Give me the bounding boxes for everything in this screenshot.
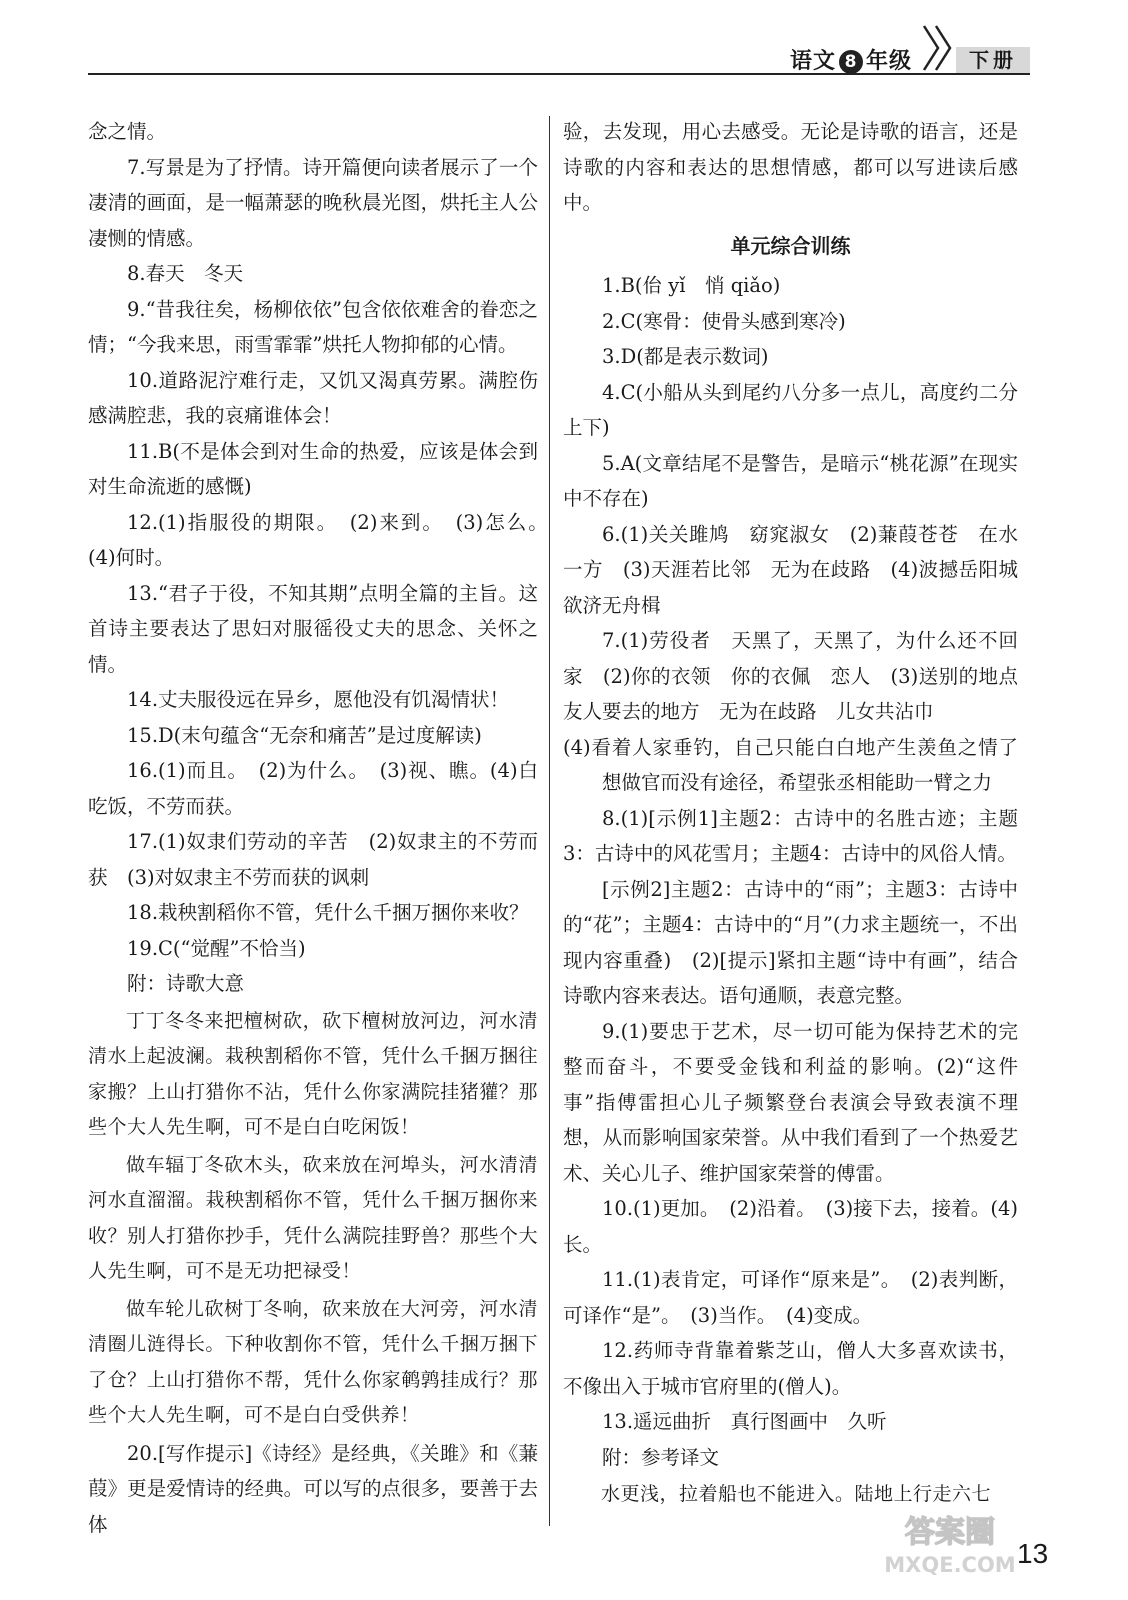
left-column bbox=[88, 114, 558, 1542]
appendix-label: 附：诗歌大意 bbox=[127, 972, 245, 995]
answer-item: [示例2]主题2：古诗中的“雨”；主题3：古诗中的“花”；主题4：古诗中的“月”(力求主题统一，不出现内容重叠) (2)[提示]紧扣主题“诗中有画”，结合诗歌内容来表达。语句通顺，表意完整。 bbox=[563, 877, 1018, 1007]
answer-item: 17.(1)奴隶们劳动的辛苦 (2)奴隶主的不劳而获 (3)对奴隶主不劳而获的讽刺 bbox=[88, 830, 538, 889]
watermark-logo bbox=[880, 1510, 1020, 1580]
answer-item: 15.D(末句蕴含“无奈和痛苦”是过度解读) bbox=[127, 723, 482, 747]
answer-item: 11.B(不是体会到对生命的热爱，应该是体会到对生命流逝的感慨) bbox=[88, 439, 538, 498]
header-volume: 下册 bbox=[956, 47, 1030, 73]
poem-paraphrase: 做车辐丁冬砍木头，砍来放在河埠头，河水清清河水直溜溜。栽秧割稻你不管，凭什么千捆万捆你来收？别人打猎你抄手，凭什么满院挂野兽？那些个大人先生啊，可不是无功把禄受！ bbox=[88, 1153, 538, 1282]
answer-item: 3.D(都是表示数词) bbox=[602, 345, 769, 368]
header-grade-suffix: 年级 bbox=[866, 49, 913, 74]
answer-item: (4)看着人家垂钓，自己只能白白地产生羡鱼之情了 想做官而没有途径，希望张丞相能助一臂之力 bbox=[563, 735, 1038, 794]
answer-item: 10.道路泥泞难行走，又饥又渴真劳累。满腔伤感满腔悲，我的哀痛谁体会！ bbox=[88, 368, 538, 427]
answer-item: 8.(1)[示例1]主题2：古诗中的名胜古迹；主题3：古诗中的风花雪月；主题4：古诗中的风俗人情。 bbox=[563, 806, 1018, 865]
answer-item: 20.[写作提示]《诗经》是经典，《关雎》和《蒹葭》更是爱情诗的经典。可以写的点很多，要善于去体 bbox=[88, 1441, 538, 1536]
answer-line: 念之情。 bbox=[88, 120, 167, 143]
answer-item: 12.药师寺背靠着紫芝山，僧人大多喜欢读书，不像出入于城市官府里的(僧人)。 bbox=[563, 1339, 1018, 1398]
answer-item: 4.C(小船从头到尾约八分多一点儿，高度约二分上下) bbox=[563, 380, 1018, 439]
svg-text:答案圈: 答案圈 bbox=[905, 1515, 995, 1550]
answer-item: 9.(1)要忠于艺术，尽一切可能为保持艺术的完整而奋斗，不要受金钱和利益的影响。(2)“这件事”指傅雷担心儿子频繁登台表演会导致表演不理想，从而影响国家荣誉。从中我们看到了一个热爱艺术、关心儿子、维护国家荣誉的傅雷。 bbox=[563, 1019, 1018, 1185]
chevron-right-icon bbox=[922, 22, 960, 74]
header-subject-grade bbox=[790, 44, 912, 75]
answer-item: 11.(1)表肯定，可译作“原来是”。 (2)表判断，可译作“是”。 (3)当作。 (4)变成。 bbox=[563, 1268, 1018, 1327]
answer-item: 5.A(文章结尾不是警告，是暗示“桃花源”在现实中不存在) bbox=[563, 451, 1018, 510]
answer-item: 7.写景是为了抒情。诗开篇便向读者展示了一个凄清的画面，是一幅萧瑟的晚秋晨光图，烘托主人公凄恻的情感。 bbox=[88, 155, 538, 250]
answer-item: 16.(1)而且。 (2)为什么。 (3)视、瞧。(4)白吃饭，不劳而获。 bbox=[88, 759, 538, 818]
answer-item: 12.(1)指服役的期限。 (2)来到。 (3)怎么。 (4)何时。 bbox=[88, 510, 558, 569]
page-number: 13 bbox=[1017, 1538, 1049, 1569]
answer-item: 8.春天 冬天 bbox=[127, 262, 244, 285]
appendix-label: 附：参考译文 bbox=[602, 1445, 720, 1469]
translation-text: 水更浅，拉着船也不能进入。陆地上行走六七 bbox=[601, 1483, 992, 1505]
answer-item: 14.丈夫服役远在异乡，愿他没有饥渴情状！ bbox=[127, 688, 510, 711]
answer-item: 2.C(寒骨：使骨头感到寒冷) bbox=[602, 309, 846, 333]
header-subject: 语文 bbox=[790, 49, 837, 74]
answer-item: 13.“君子于役，不知其期”点明全篇的主旨。这首诗主要表达了思妇对服徭役丈夫的思念、关怀之情。 bbox=[88, 581, 538, 676]
answer-item: 18.栽秧割稻你不管，凭什么千捆万捆你来收？ bbox=[127, 901, 529, 924]
poem-paraphrase: 丁丁冬冬来把檀树砍，砍下檀树放河边，河水清清水上起波澜。栽秧割稻你不管，凭什么千捆万捆往家搬？上山打猎你不沾，凭什么你家满院挂猪獾？那些个大人先生啊，可不是白白吃闲饭！ bbox=[88, 1009, 538, 1138]
answer-item: 7.(1)劳役者 天黑了，天黑了，为什么还不回家 (2)你的衣领 你的衣佩 恋人 (3)送别的地点 友人要去的地方 无为在歧路 儿女共沾巾 bbox=[563, 629, 1038, 723]
section-title: 单元综合训练 bbox=[730, 233, 851, 258]
svg-text:MXQE.COM: MXQE.COM bbox=[884, 1553, 1016, 1577]
header-grade-number: 8 bbox=[839, 50, 863, 74]
answer-item: 6.(1)关关雎鸠 窈窕淑女 (2)蒹葭苍苍 在水一方 (3)天涯若比邻 无为在歧路 (4)波撼岳阳城 欲济无舟楫 bbox=[563, 522, 1038, 617]
header-rule bbox=[88, 73, 1030, 75]
page-header bbox=[0, 0, 1128, 80]
poem-paraphrase: 做车轮儿砍树丁冬响，砍来放在大河旁，河水清清圈儿涟得长。下种收割你不管，凭什么千捆万捆下了仓？上山打猎你不帮，凭什么你家鹌鹑挂成行？那些个大人先生啊，可不是白白受供养！ bbox=[88, 1297, 538, 1426]
answer-item: 1.B(佁 yǐ 悄 qiǎo) bbox=[602, 274, 781, 297]
answer-item: 10.(1)更加。 (2)沿着。 (3)接下去，接着。(4)长。 bbox=[563, 1197, 1018, 1256]
answer-item: 9.“昔我往矣，杨柳依依”包含依依难舍的眷恋之情；“今我来思，雨雪霏霏”烘托人物抑郁的心情。 bbox=[88, 297, 538, 356]
answer-item: 13.遥远曲折 真行图画中 久听 bbox=[602, 1410, 887, 1433]
answer-line: 验，去发现，用心去感受。无论是诗歌的语言，还是诗歌的内容和表达的思想情感，都可以写进读后感中。 bbox=[563, 120, 1018, 214]
right-column bbox=[563, 114, 1038, 1515]
column-divider bbox=[549, 116, 550, 1526]
answer-item: 19.C(“觉醒”不恰当) bbox=[127, 936, 306, 960]
